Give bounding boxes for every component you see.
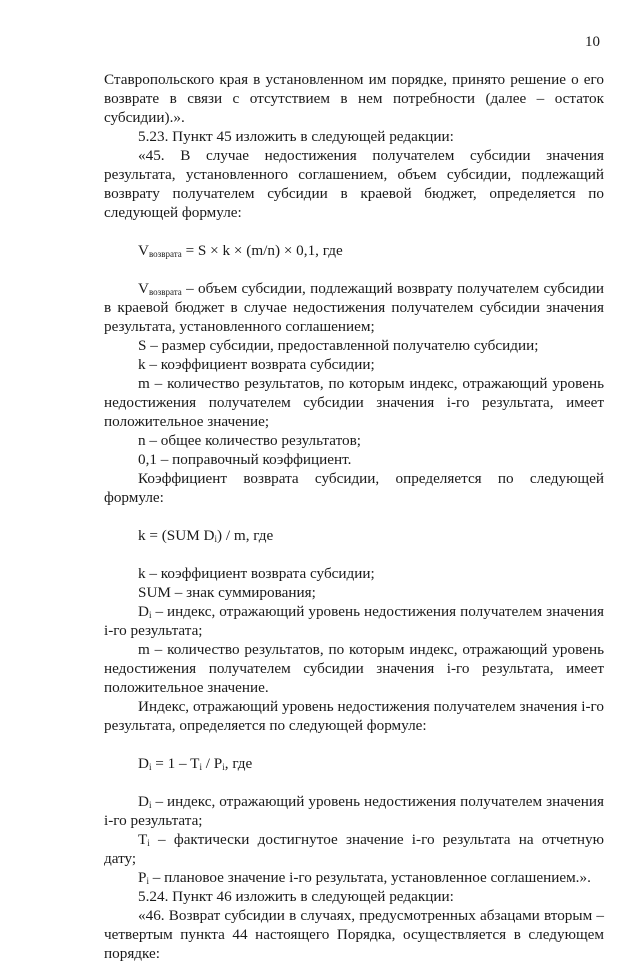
definition-k-2: k – коэффициент возврата субсидии; bbox=[138, 565, 375, 582]
paragraph-coefficient-intro: Коэффициент возврата субсидии, определяется по следующей формуле: bbox=[104, 470, 604, 506]
definition-di-2: $D_i$ – индекс, отражающий уровень недостижения получателем значения i-го результата; bbox=[104, 793, 604, 829]
definition-m: m – количество результатов, по которым индекс, отражающий уровень недостижения получателем субсидии значения i-го результата, имеет положительное значение; bbox=[104, 375, 604, 430]
formula-di: $D_i = 1 - T_i / P_i$, где bbox=[138, 755, 253, 772]
paragraph-continuation: Ставропольского края в установленном им порядке, принято решение о его возврате в связи с отсутствием в нем потребности (далее – остаток субсидии).». bbox=[104, 71, 604, 126]
definition-m-2: m – количество результатов, по которым индекс, отражающий уровень недостижения получателем субсидии значения i-го результата, имеет положительное значение. bbox=[104, 641, 604, 696]
definition-s: S – размер субсидии, предоставленной получателю субсидии; bbox=[138, 337, 539, 354]
definition-correction: 0,1 – поправочный коэффициент. bbox=[138, 451, 352, 468]
paragraph-item-45: «45. В случае недостижения получателем субсидии значения результата, установленного соглашением, объем субсидии, подлежащий возврату получателем субсидии в краевой бюджет, определяется по следующей формуле: bbox=[104, 147, 604, 221]
paragraph-index-intro: Индекс, отражающий уровень недостижения получателем значения i-го результата, определяется по следующей формуле: bbox=[104, 698, 604, 734]
definition-ti: $T_i$ – фактически достигнутое значение i-го результата на отчетную дату; bbox=[104, 831, 604, 867]
definition-di: $D_i$ – индекс, отражающий уровень недостижения получателем значения i-го результата; bbox=[104, 603, 604, 639]
definition-sum: SUM – знак суммирования; bbox=[138, 584, 316, 601]
formula-k: k = (SUM $D_i$) / m, где bbox=[138, 527, 274, 544]
paragraph-item-5-23: 5.23. Пункт 45 изложить в следующей редакции: bbox=[138, 128, 454, 145]
paragraph-item-5-24: 5.24. Пункт 46 изложить в следующей редакции: bbox=[138, 888, 454, 905]
page-number: 10 bbox=[585, 34, 600, 50]
definition-k: k – коэффициент возврата субсидии; bbox=[138, 356, 375, 373]
paragraph-item-46: «46. Возврат субсидии в случаях, предусмотренных абзацами вторым – четвертым пункта 44 настоящего Порядка, осуществляется в следующем порядке: bbox=[104, 907, 604, 962]
formula-v-return: $V_{возврата} = S \times k \times (m/n) \times 0,1$, где bbox=[138, 242, 343, 259]
definition-n: n – общее количество результатов; bbox=[138, 432, 362, 449]
definition-v-return: $V_{возврата}$ – объем субсидии, подлежащий возврату получателем субсидии в краевой бюджет в случае недостижения получателем субсидии значения результата, установленного соглашением; bbox=[104, 280, 604, 335]
definition-pi: $P_i$ – плановое значение i-го результата, установленное соглашением.». bbox=[138, 869, 591, 886]
document-body bbox=[104, 70, 604, 963]
